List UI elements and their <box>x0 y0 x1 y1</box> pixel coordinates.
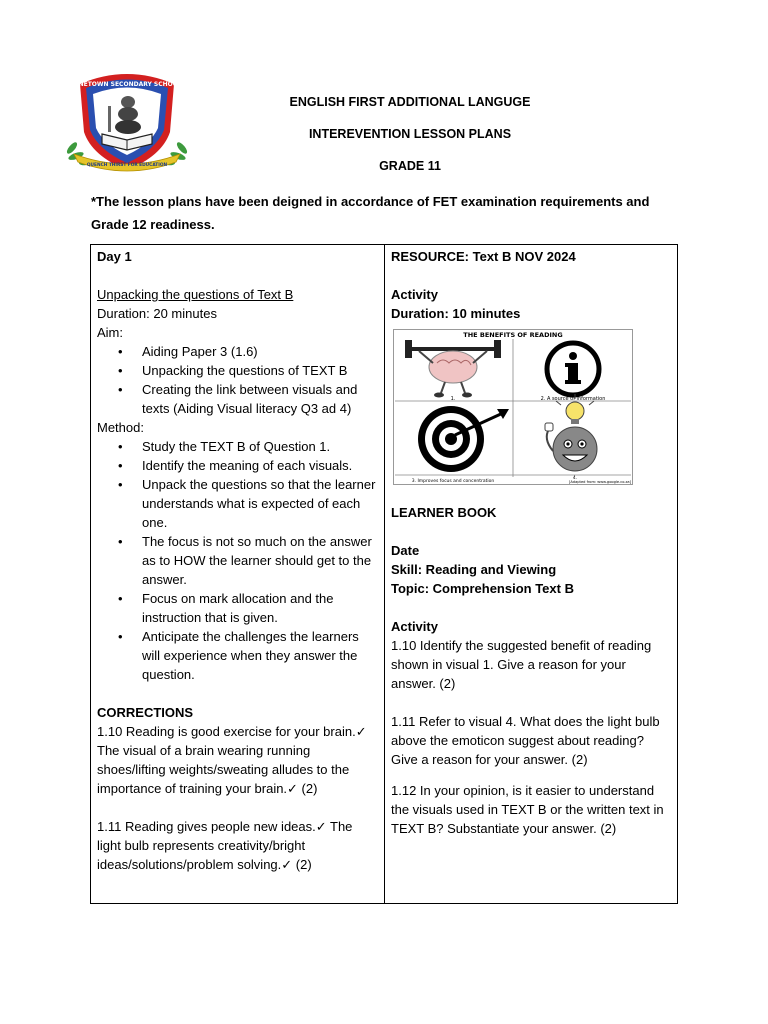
question-1-12: 1.12 In your opinion, is it easier to understand the visuals used in TEXT B or the written text in TEXT B? Substantiate your answer. (2) <box>391 783 664 836</box>
activity-label: Activity <box>391 287 438 302</box>
lesson-duration: Duration: 20 minutes <box>97 306 217 321</box>
corrections-label: CORRECTIONS <box>97 705 194 720</box>
visual-caption-2: 2. A source of information <box>540 396 606 402</box>
information-icon <box>547 343 599 395</box>
aim-list <box>97 342 379 418</box>
correction-1-10: 1.10 Reading is good exercise for your brain.✓ The visual of a brain wearing running shoes/lifting weights/sweating alludes to the importance of training your brain.✓ (2) <box>97 724 367 796</box>
visual-title: THE BENEFITS OF READING <box>463 331 563 339</box>
learner-book-label: LEARNER BOOK <box>391 505 497 520</box>
lesson-title: Unpacking the questions of Text B <box>97 287 294 302</box>
aim-label: Aim: <box>97 325 123 340</box>
list-item: • Anticipate the challenges the learners will experience when they answer the question. <box>142 627 379 684</box>
topic-label: Topic: Comprehension Text B <box>391 581 574 596</box>
lesson-table <box>90 244 678 904</box>
question-1-11: 1.11 Refer to visual 4. What does the light bulb above the emoticon suggest about reading? Give a reason for your answer. (2) <box>391 714 660 767</box>
correction-1-11: 1.11 Reading gives people new ideas.✓ The light bulb represents creativity/bright ideas/solutions/problem solving.✓ (2) <box>97 819 353 872</box>
visual-caption-4: 4. <box>572 476 578 481</box>
visual-caption-3: 3. Improves focus and concentration <box>411 479 495 484</box>
doc-title: ENGLISH FIRST ADDITIONAL LANGUGE <box>289 95 531 109</box>
list-item: • Focus on mark allocation and the instruction that is given. <box>142 589 379 627</box>
date-label: Date <box>391 543 420 558</box>
list-item: • Identify the meaning of each visuals. <box>142 456 379 475</box>
list-item: • Unpacking the questions of TEXT B <box>142 361 379 380</box>
visual-caption-1: 1. <box>450 396 456 402</box>
method-list <box>97 437 379 684</box>
right-column <box>391 247 673 838</box>
list-item: • Unpack the questions so that the learner understands what is expected of each one. <box>142 475 379 532</box>
visual-source: [Adapted from: www.google.co.za] <box>568 480 631 484</box>
left-column <box>97 247 379 874</box>
logo-text: FINETOWN SECONDARY SCHOOL <box>72 81 182 88</box>
intro-note: *The lesson plans have been deigned in accordance of FET examination requirements and Grade 12 readiness. <box>91 194 650 232</box>
benefits-of-reading-visual <box>393 329 633 485</box>
resource-label: RESOURCE: Text B NOV 2024 <box>391 249 576 264</box>
school-logo <box>66 70 188 176</box>
method-label: Method: <box>97 420 144 435</box>
activity-duration: Duration: 10 minutes <box>391 306 521 321</box>
logo-motto: QUENCH THIRST FOR EDUCATION <box>86 163 168 168</box>
activity-label-2: Activity <box>391 619 438 634</box>
list-item: • Study the TEXT B of Question 1. <box>142 437 379 456</box>
doc-subtitle: INTEREVENTION LESSON PLANS <box>308 127 512 141</box>
list-item: • Creating the link between visuals and texts (Aiding Visual literacy Q3 ad 4) <box>142 380 379 418</box>
grade-label: GRADE 11 <box>379 159 441 173</box>
skill-label: Skill: Reading and Viewing <box>391 562 557 577</box>
column-divider <box>384 245 385 903</box>
list-item: • Aiding Paper 3 (1.6) <box>142 342 379 361</box>
question-1-10: 1.10 Identify the suggested benefit of reading shown in visual 1. Give a reason for your answer. (2) <box>391 638 652 691</box>
list-item: • The focus is not so much on the answer as to HOW the learner should get to the answer. <box>142 532 379 589</box>
day-label: Day 1 <box>97 249 132 264</box>
